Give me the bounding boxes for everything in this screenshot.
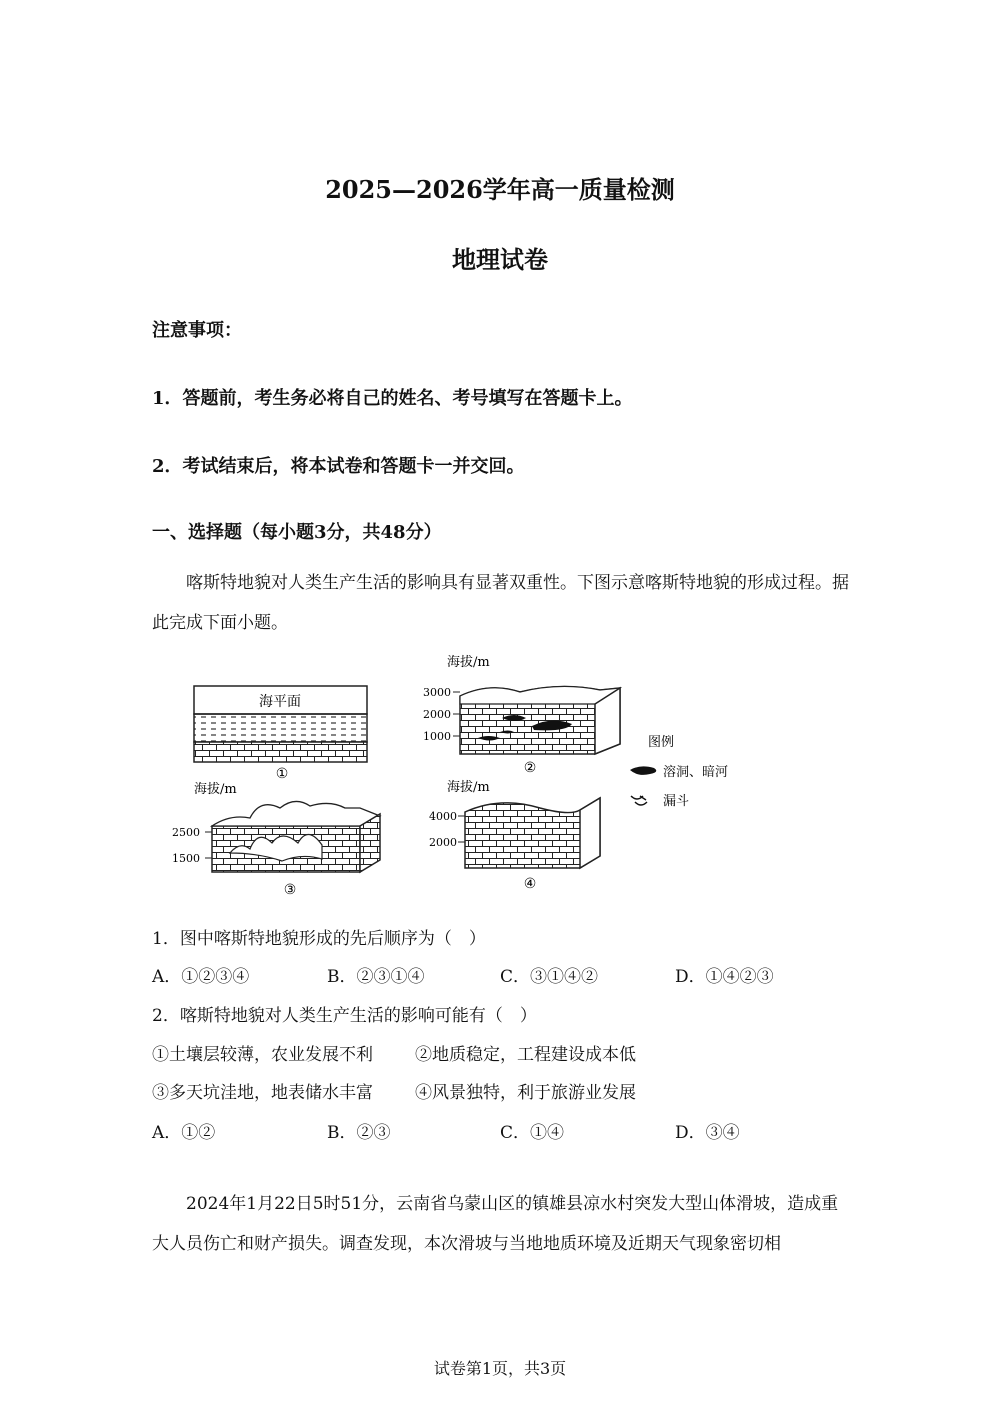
panel-2-number: ② <box>523 760 537 776</box>
section-heading: 一、选择题（每小题3分，共48分） <box>152 522 442 543</box>
page-footer: 试卷第1页，共3页 <box>433 1359 567 1378</box>
legend-item-cave: 溶洞、暗河 <box>663 765 729 780</box>
panel-2-axis-title: 海拔/m <box>447 655 490 670</box>
cave-symbol-icon <box>630 766 656 775</box>
q2-option-d: D．③④ <box>675 1123 740 1143</box>
panel-4-tick: 2000 <box>429 836 457 849</box>
notice-item-2: 2．考试结束后，将本试卷和答题卡一并交回。 <box>152 456 525 477</box>
q1-option-b: B．②③①④ <box>327 967 425 987</box>
q2-statement-3: ③多天坑洼地，地表储水丰富 <box>152 1083 373 1103</box>
panel-4-number: ④ <box>523 876 537 892</box>
q2-option-a: A．①② <box>152 1123 216 1143</box>
question-2-stem: 2．喀斯特地貌对人类生产生活的影响可能有（ ） <box>152 1006 537 1026</box>
legend-title: 图例 <box>648 735 675 750</box>
passage-2: 2024年1月22日5时51分，云南省乌蒙山区的镇雄县凉水村突发大型山体滑坡，造成重大人员伤亡和财产损失。调查发现，本次滑坡与当地地质环境及近期天气现象密切相 <box>152 1194 839 1254</box>
q2-statement-1: ①土壤层较薄，农业发展不利 <box>152 1045 373 1065</box>
q2-statement-2: ②地质稳定，工程建设成本低 <box>415 1045 636 1065</box>
panel-4 <box>429 779 600 892</box>
panel-1-number: ① <box>275 766 289 782</box>
panel-4-axis-title: 海拔/m <box>447 780 490 795</box>
panel-2-tick: 2000 <box>423 708 451 721</box>
q2-statement-4: ④风景独特，利于旅游业发展 <box>415 1083 636 1103</box>
sea-level-label: 海平面 <box>259 694 301 710</box>
q1-option-a: A．①②③④ <box>152 967 250 987</box>
panel-3-axis-title: 海拔/m <box>194 782 237 797</box>
question-1-stem: 1．图中喀斯特地貌形成的先后顺序为（ ） <box>152 929 486 949</box>
notice-item-1: 1．答题前，考生务必将自己的姓名、考号填写在答题卡上。 <box>152 388 633 409</box>
q2-option-b: B．②③ <box>327 1123 391 1143</box>
panel-2-tick: 1000 <box>423 730 451 743</box>
notice-heading: 注意事项： <box>152 320 242 341</box>
panel-3-tick: 1500 <box>172 852 200 865</box>
panel-3-number: ③ <box>283 882 297 898</box>
panel-2-tick: 3000 <box>423 686 451 699</box>
legend-item-funnel: 漏斗 <box>663 794 690 809</box>
q1-option-d: D．①④②③ <box>675 967 774 987</box>
passage-1: 喀斯特地貌对人类生产生活的影响具有显著双重性。下图示意喀斯特地貌的形成过程。据此完成下面小题。 <box>152 573 849 633</box>
exam-subtitle: 地理试卷 <box>452 245 548 274</box>
legend <box>630 735 728 809</box>
panel-1 <box>194 686 367 782</box>
panel-2 <box>423 654 620 776</box>
panel-4-tick: 4000 <box>429 810 457 823</box>
karst-figure <box>160 648 780 898</box>
exam-title: 2025—2026学年高一质量检测 <box>325 175 675 204</box>
panel-3 <box>172 781 380 898</box>
panel-3-tick: 2500 <box>172 826 200 839</box>
q2-option-c: C．①④ <box>500 1123 565 1143</box>
funnel-symbol-icon <box>631 796 647 805</box>
q1-option-c: C．③①④② <box>500 967 599 987</box>
